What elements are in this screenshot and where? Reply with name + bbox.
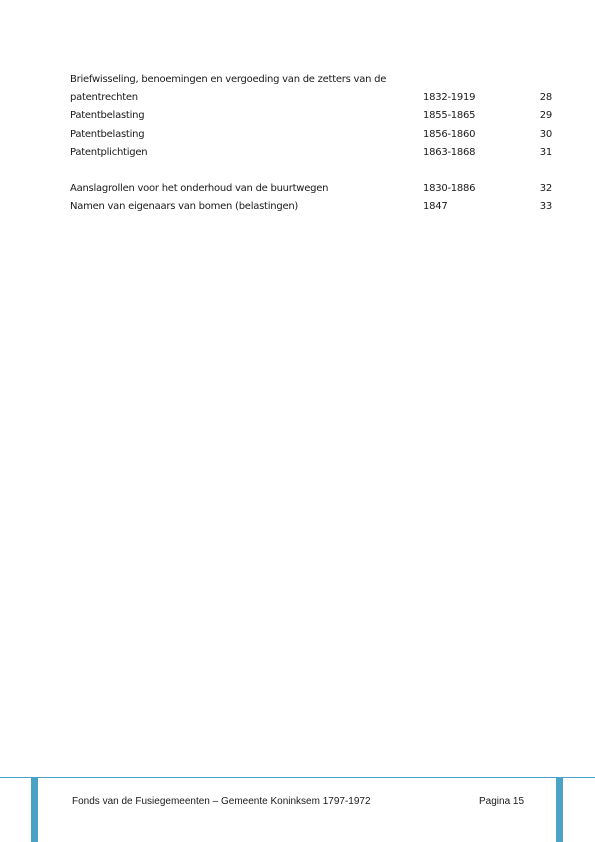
entry-title-continued: patentrechten (70, 92, 138, 104)
entry-number: 31 (539, 146, 552, 158)
entry-title: Namen van eigenaars van bomen (belastingen) (70, 201, 299, 213)
inventory-entry (70, 198, 555, 216)
footer-fonds-title: Fonds van de Fusiegemeenten – Gemeente Koninksem 1797-1972 (72, 796, 371, 807)
entry-title: Aanslagrollen voor het onderhoud van de buurtwegen (70, 183, 329, 195)
entry-period: 1856-1860 (423, 128, 476, 140)
entry-period: 1863-1868 (423, 146, 476, 158)
entry-period: 1855-1865 (423, 110, 476, 122)
footer-page-number: Pagina 15 (479, 796, 525, 807)
footer-right-bar (556, 778, 563, 842)
entry-title: Patentbelasting (70, 128, 145, 140)
inventory-entry (70, 126, 555, 144)
entry-title: Briefwisseling, benoemingen en vergoeding van de zetters van de (70, 74, 387, 85)
entry-period: 1830-1886 (423, 183, 476, 195)
entry-number: 33 (539, 201, 552, 213)
entry-title: Patentplichtigen (70, 146, 148, 158)
footer-left-bar (31, 778, 38, 842)
entry-number: 28 (539, 92, 552, 104)
entry-number: 32 (539, 183, 552, 195)
inventory-entry (70, 71, 555, 107)
footer-divider (0, 777, 595, 778)
entry-title: Patentbelasting (70, 110, 145, 122)
inventory-entry (70, 144, 555, 162)
inventory-list (70, 71, 555, 216)
inventory-entry (70, 107, 555, 125)
entry-period: 1847 (423, 201, 448, 213)
entry-period: 1832-1919 (423, 92, 476, 104)
inventory-entry (70, 180, 555, 198)
entry-number: 29 (539, 110, 552, 122)
entry-number: 30 (539, 128, 552, 140)
